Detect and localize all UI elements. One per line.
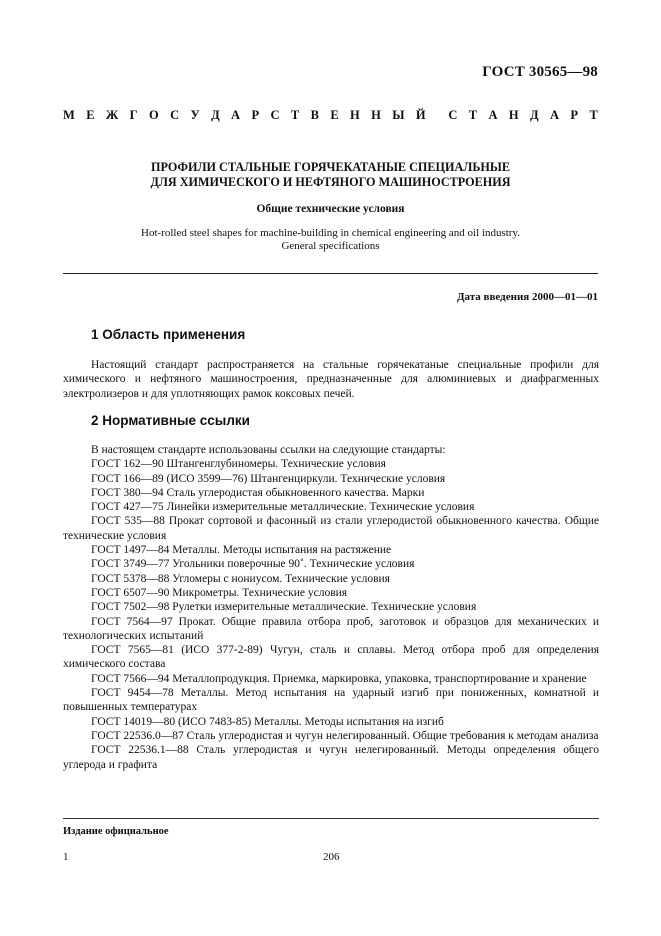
standard-type-heading [63,108,598,123]
letter: Г [129,108,138,122]
document-number: ГОСТ 30565—98 [482,64,598,80]
english-title [63,227,598,253]
letter: У [190,108,200,122]
letter: А [231,108,241,122]
list-item: ГОСТ 7566—94 Металлопродукция. Приемка, маркировка, упаковка, транспортирование и хранение [91,672,587,685]
letter: Д [211,108,220,122]
letter: Е [86,108,95,122]
letter: Т [290,108,300,122]
list-item: ГОСТ 380—94 Сталь углеродистая обыкновенного качества. Марки [91,486,425,499]
letter: С [270,108,280,122]
letter: А [488,108,498,122]
sheet-marker: 1 [63,851,69,863]
title-line: ДЛЯ ХИМИЧЕСКОГО И НЕФТЯНОГО МАШИНОСТРОЕНИЯ [150,175,511,189]
list-item: ГОСТ 166—89 (ИСО 3599—76) Штангенциркули. Технические условия [91,472,446,485]
letter: Й [415,108,426,122]
list-item: ГОСТ 1497—84 Металлы. Методы испытания на растяжение [91,544,392,557]
page-number: 206 [323,851,340,863]
header-divider [63,273,598,274]
letter: С [170,108,180,122]
letter: В [310,108,319,122]
list-item: ГОСТ 9454—78 Металлы. Метод испытания на ударный изгиб при пониженных, комнатной и повышенных температурах [63,687,599,714]
list-item: ГОСТ 427—75 Линейки измерительные металлические. Технические условия [91,501,475,514]
letter: Ы [392,108,405,122]
letter: Р [251,108,260,122]
section-2-heading: 2 Нормативные ссылки [91,413,250,428]
letter: Д [530,108,539,122]
english-title-line: Hot-rolled steel shapes for machine-building in chemical engineering and oil industry. [141,227,520,239]
official-edition-label: Издание официальное [63,826,169,837]
subtitle: Общие технические условия [256,203,405,215]
letter: Р [570,108,579,122]
list-item: ГОСТ 7502—98 Рулетки измерительные металлические. Технические условия [91,601,477,614]
letter: Т [589,108,598,122]
title-line: ПРОФИЛИ СТАЛЬНЫЕ ГОРЯЧЕКАТАНЫЕ СПЕЦИАЛЬНЫЕ [151,160,510,174]
section-1-text: Настоящий стандарт распространяется на стальные горячекатаные специальные профили для химического и нефтяного машиностроения, предназначенные для алюминиевых и диафрагменных электролизеров и для уплотняющих рамок коксовых печей. [63,359,599,400]
list-item: ГОСТ 3749—77 Угольники поверочные 90˚. Технические условия [91,558,415,571]
footer-divider [63,818,599,819]
list-item: ГОСТ 6507—90 Микрометры. Технические условия [91,586,348,599]
title-block [63,160,598,253]
letter: Н [508,108,519,122]
letter: А [550,108,560,122]
section-1-heading: 1 Область применения [91,327,246,342]
list-item: ГОСТ 5378—88 Угломеры с нониусом. Технические условия [91,572,390,585]
list-item: ГОСТ 7564—97 Прокат. Общие правила отбора проб, заготовок и образцов для механических и технологических испытаний [63,615,599,642]
reference-list [63,443,599,772]
list-item: ГОСТ 14019—80 (ИСО 7483-85) Металлы. Методы испытания на изгиб [91,715,444,728]
list-item: В настоящем стандарте использованы ссылки на следующие стандарты: [91,444,446,456]
introduction-date: Дата введения 2000—01—01 [456,291,598,303]
letter: С [448,108,458,122]
english-title-line: General specifications [281,240,380,252]
letter: Е [330,108,339,122]
letter: Ж [105,108,119,122]
letter: О [148,108,159,122]
letter: Н [371,108,381,122]
letter: Н [350,108,360,122]
list-item: ГОСТ 22536.1—88 Сталь углеродистая и чугун нелегированный. Методы определения общего углерода и графита [63,744,599,771]
letter: М [63,108,75,122]
letter: Т [468,108,478,122]
list-item: ГОСТ 7565—81 (ИСО 377-2-89) Чугун, сталь и сплавы. Метод отбора проб для определения химического состава [63,644,599,671]
list-item: ГОСТ 535—88 Прокат сортовой и фасонный из стали углеродистой обыкновенного качества. Общие технические условия [63,515,599,542]
list-item: ГОСТ 162—90 Штангенглубиномеры. Технические условия [91,458,386,471]
list-item: ГОСТ 22536.0—87 Сталь углеродистая и чугун нелегированный. Общие требования к методам анализа [91,729,599,742]
